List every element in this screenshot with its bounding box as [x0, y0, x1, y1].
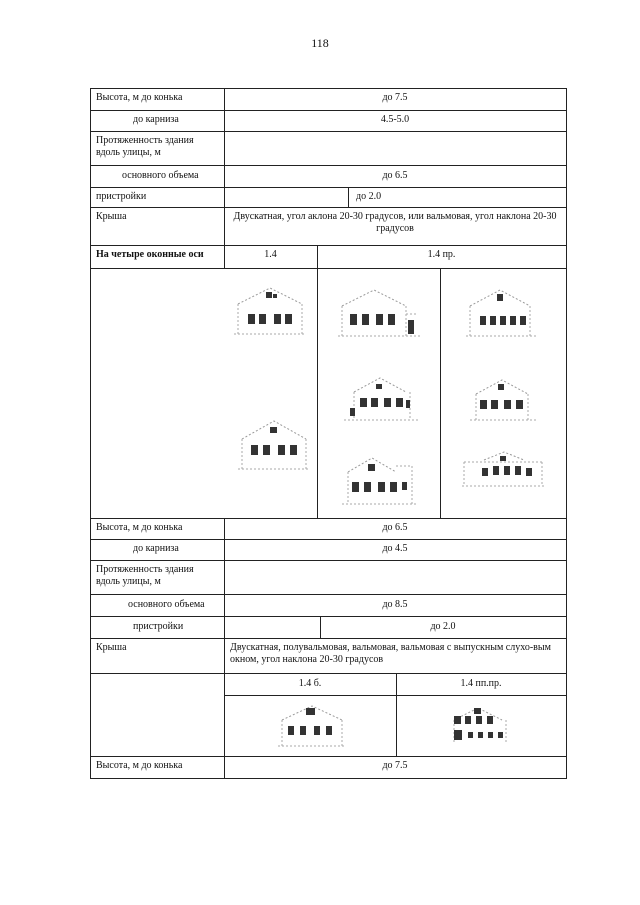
house-sketch-8	[460, 448, 546, 494]
house-sketch-4	[462, 284, 542, 342]
house-sketch-10	[446, 704, 516, 752]
roof-label: Крыша	[96, 211, 127, 222]
eave-height-label: до карниза	[133, 114, 179, 125]
house-sketch-7	[340, 452, 422, 510]
extensions-label-2: пристройки	[133, 621, 184, 632]
extensions-value: до 2.0	[356, 191, 382, 202]
main-volume-label-2: основного объема	[128, 599, 205, 610]
height-ridge-label: Высота, м до конька	[96, 92, 183, 103]
main-volume-value: до 6.5	[382, 170, 408, 181]
house-sketch-2	[236, 415, 312, 473]
roof-label-2: Крыша	[96, 642, 127, 653]
house-sketch-6	[466, 376, 540, 428]
height-ridge-value-3: до 7.5	[382, 760, 408, 771]
house-sketch-5	[340, 374, 426, 426]
main-volume-label: основного объема	[122, 170, 199, 181]
extensions-label: пристройки	[96, 191, 147, 202]
height-ridge-label-3: Высота, м до конька	[96, 760, 183, 771]
house-sketch-9	[274, 702, 350, 752]
type-1-4-pr-label: 1.4 пр.	[427, 249, 456, 260]
height-ridge-value-2: до 6.5	[382, 522, 408, 533]
eave-height-value-2: до 4.5	[382, 543, 408, 554]
extensions-value-2: до 2.0	[430, 621, 456, 632]
page-number: 118	[311, 36, 329, 50]
main-volume-value-2: до 8.5	[382, 599, 408, 610]
roof-value: Двускатная, угол аклона 20-30 градусов, или вальмовая, угол наклона 20-30 градусов	[233, 211, 557, 234]
house-sketch-3	[338, 284, 424, 344]
type-1-4-pp-pr-label: 1.4 пп.пр.	[460, 678, 502, 689]
height-ridge-value: до 7.5	[382, 92, 408, 103]
roof-value-2: Двускатная, полувальмовая, вальмовая, вальмовая с выпускным слухо-вым окном, угол наклона 20-30 градусов	[230, 642, 551, 665]
four-axes-label: На четыре оконные оси	[96, 249, 204, 260]
street-length-label-2: Протяженность здания вдоль улицы, м	[96, 564, 194, 587]
height-ridge-label-2: Высота, м до конька	[96, 522, 183, 533]
eave-height-label-2: до карниза	[133, 543, 179, 554]
type-1-4-label: 1.4	[264, 249, 277, 260]
house-sketch-1	[232, 282, 308, 340]
eave-height-value: 4.5-5.0	[380, 114, 410, 125]
type-1-4-b-label: 1.4 б.	[298, 678, 322, 689]
street-length-label: Протяженность здания вдоль улицы, м	[96, 135, 194, 158]
